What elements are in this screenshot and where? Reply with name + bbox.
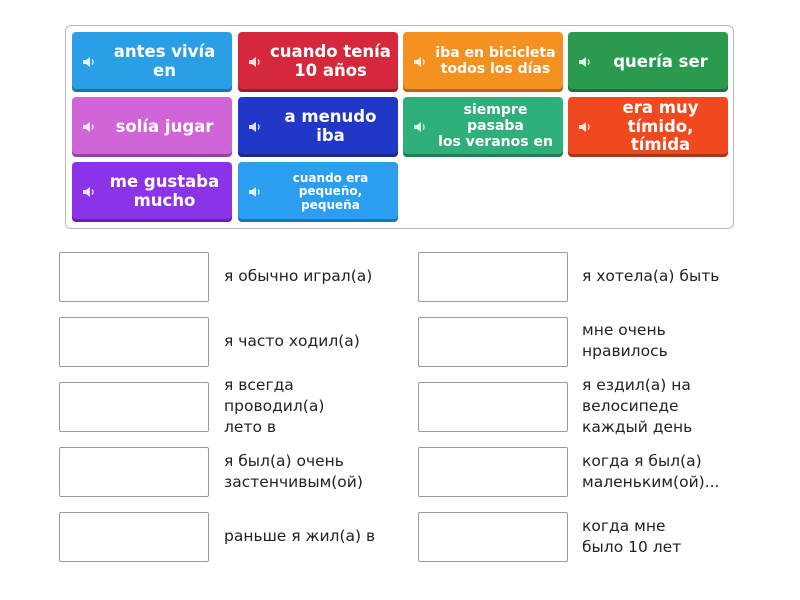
- answer-tile[interactable]: [403, 97, 563, 157]
- answer-tile[interactable]: [568, 97, 728, 157]
- speaker-icon[interactable]: [248, 55, 264, 69]
- target-label: раньше я жил(а) в: [224, 527, 376, 545]
- target-label: я был(а) очень застенчивым(ой): [224, 452, 363, 491]
- answer-tile[interactable]: [238, 32, 398, 92]
- speaker-icon[interactable]: [82, 185, 98, 199]
- speaker-icon[interactable]: [413, 120, 429, 134]
- speaker-icon[interactable]: [248, 120, 264, 134]
- target-label: я ездил(а) на велосипеде каждый день: [582, 376, 693, 436]
- answer-tile[interactable]: [72, 162, 232, 222]
- target-label: когда я был(а) маленьким(ой)...: [582, 452, 720, 491]
- answer-tile[interactable]: [72, 97, 232, 157]
- tile-label: quería ser: [613, 51, 708, 71]
- drop-slot[interactable]: [418, 447, 568, 497]
- drop-slot[interactable]: [59, 317, 209, 367]
- speaker-icon[interactable]: [413, 55, 429, 69]
- target-label: когда мне было 10 лет: [582, 517, 682, 556]
- tile-label: siempre pasaba los veranos en: [438, 102, 553, 150]
- target-label: я всегда проводил(а) лето в: [224, 376, 325, 436]
- drop-slot[interactable]: [59, 382, 209, 432]
- drop-slot[interactable]: [59, 252, 209, 302]
- speaker-icon[interactable]: [82, 120, 98, 134]
- speaker-icon[interactable]: [82, 55, 98, 69]
- tile-label: cuando tenía 10 años: [270, 42, 391, 80]
- target-label: я часто ходил(а): [224, 332, 360, 350]
- speaker-icon[interactable]: [578, 120, 594, 134]
- tile-label: a menudo iba: [284, 107, 377, 145]
- drop-slot[interactable]: [59, 512, 209, 562]
- tile-label: era muy tímido, tímida: [622, 98, 699, 155]
- tile-label: me gustaba mucho: [109, 172, 220, 210]
- speaker-icon[interactable]: [248, 185, 264, 199]
- answer-tile[interactable]: [238, 162, 398, 222]
- tile-label: iba en bicicleta todos los días: [435, 45, 556, 77]
- target-label: я обычно играл(а): [224, 267, 373, 285]
- answer-tile[interactable]: [403, 32, 563, 92]
- tile-label: antes vivía en: [113, 42, 216, 80]
- answer-tile[interactable]: [72, 32, 232, 92]
- tile-label: solía jugar: [115, 116, 214, 136]
- drop-slot[interactable]: [418, 317, 568, 367]
- target-label: я хотела(а) быть: [582, 267, 720, 285]
- drop-slot[interactable]: [418, 512, 568, 562]
- drop-slot[interactable]: [59, 447, 209, 497]
- drop-slot[interactable]: [418, 382, 568, 432]
- tile-label: cuando era pequeño, pequeña: [292, 170, 369, 212]
- target-label: мне очень нравилось: [582, 321, 668, 360]
- drop-slot[interactable]: [418, 252, 568, 302]
- answer-tile[interactable]: [238, 97, 398, 157]
- speaker-icon[interactable]: [578, 55, 594, 69]
- answer-tile[interactable]: [568, 32, 728, 92]
